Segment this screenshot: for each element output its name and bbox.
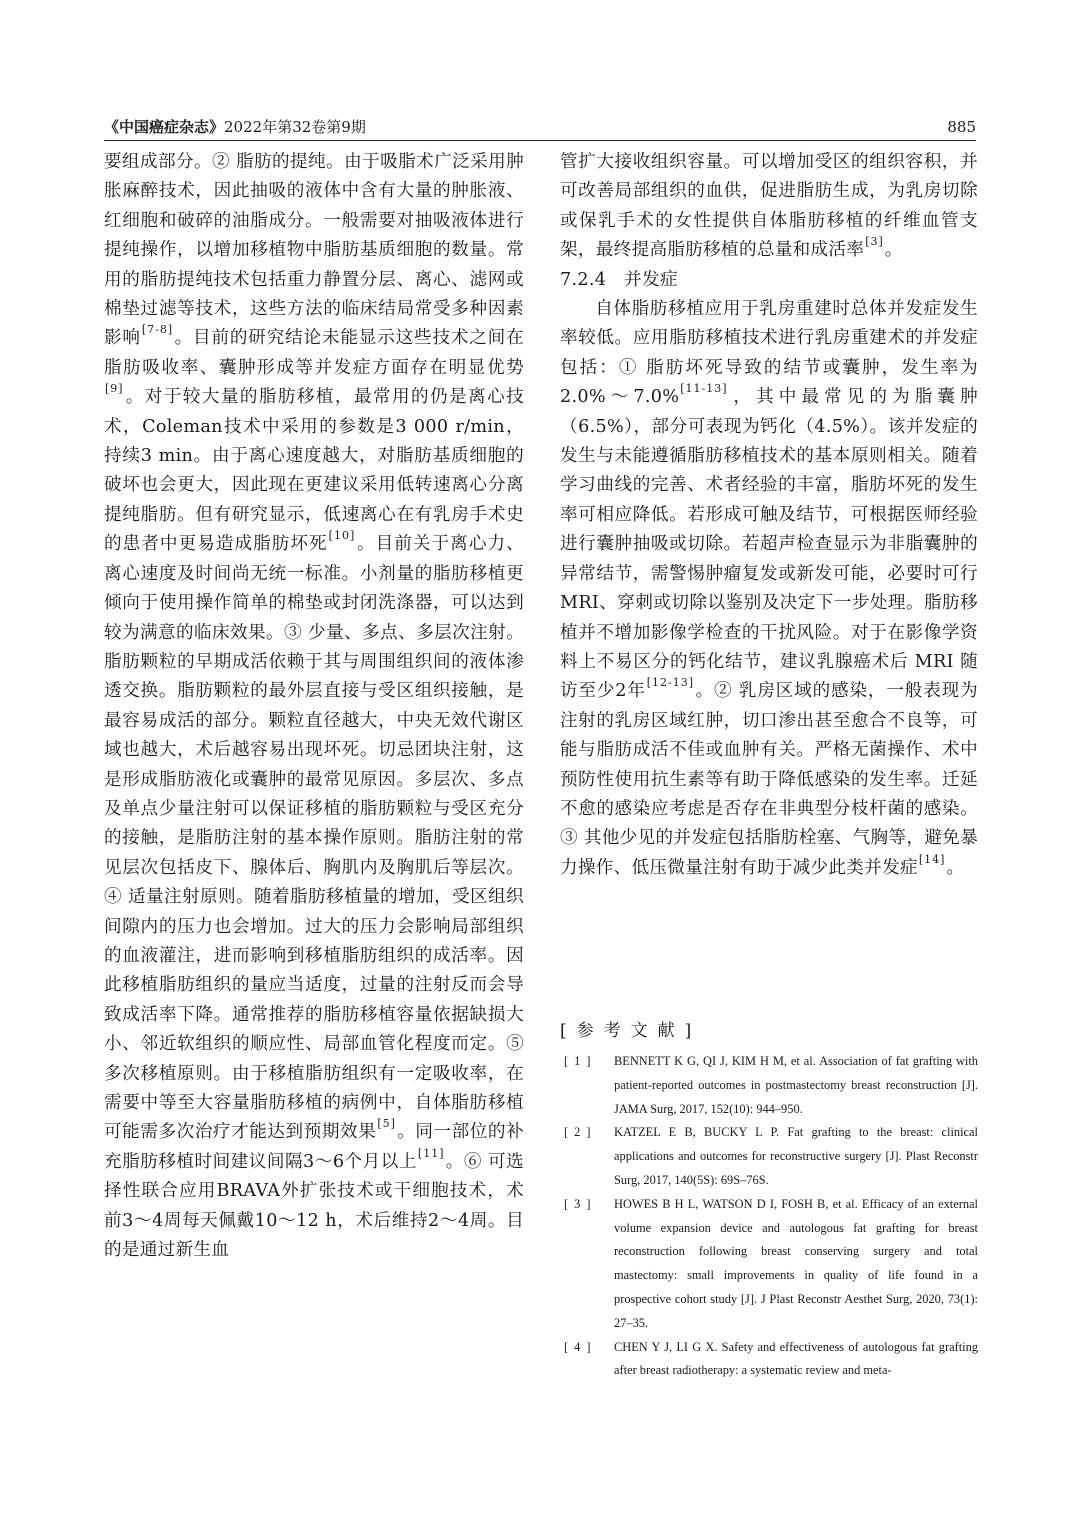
text-run: 要组成部分。② 脂肪的提纯。由于吸脂术广泛采用肿胀麻醉技术，因此抽吸的液体中含有大量的肿胀液、红细胞和破碎的油脂成分。一般需要对抽吸液体进行提纯操作，以增加移植物中脂肪基质细胞的数量。常用的脂肪提纯技术包括重力静置分层、离心、滤网或棉垫过滤等技术，这些方法的临床结局常受多种因素影响 bbox=[104, 152, 524, 349]
left-column bbox=[104, 148, 524, 1265]
text-run: 。 bbox=[946, 857, 965, 878]
text-run: 。对于较大量的脂肪移植，最常用的仍是离心技术，Coleman技术中采用的参数是3 000 r/min，持续3 min。由于离心速度越大，对脂肪基质细胞的破坏也会更大，因此现在更建议采用低转速离心分离提纯脂肪。但有研究显示，低速离心在有乳房手术史的患者中更易造成脂肪坏死 bbox=[104, 387, 524, 555]
reference-text: CHEN Y J, LI G X. Safety and effectiveness of autologous fat grafting after breast radiotherapy: a systematic review and meta- bbox=[614, 1339, 978, 1378]
citation: [7-8] bbox=[141, 323, 174, 337]
references-title: [参考文献] bbox=[560, 1021, 702, 1041]
journal-issue: 2022年第32卷第9期 bbox=[224, 118, 366, 136]
citation: [3] bbox=[865, 235, 884, 249]
citation: [5] bbox=[377, 1117, 396, 1131]
citation: [12-13] bbox=[646, 676, 695, 690]
text-run: 自体脂肪移植应用于乳房重建时总体并发症发生率较低。应用脂肪移植技术进行乳房重建术的并发症包括：① 脂肪坏死导致的结节或囊肿，发生率为2.0%～7.0% bbox=[560, 299, 978, 408]
page-number: 885 bbox=[947, 118, 976, 136]
reference-item bbox=[560, 1193, 978, 1336]
reference-item bbox=[560, 1121, 978, 1192]
header-rule bbox=[104, 140, 976, 141]
right-column bbox=[560, 148, 978, 883]
text-run: 管扩大接收组织容量。可以增加受区的组织容积，并可改善局部组织的血供，促进脂肪生成，为乳房切除或保乳手术的女性提供自体脂肪移植的纤维血管支架，最终提高脂肪移植的总量和成活率 bbox=[560, 152, 978, 261]
body-paragraph-continued bbox=[560, 148, 978, 266]
section-heading: 7.2.4 并发症 bbox=[560, 269, 678, 290]
reference-text: HOWES B H L, WATSON D I, FOSH B, et al. Efficacy of an external volume expansion device and autologous fat grafting for breast reconstruction following breast conserving surgery and total mastectomy: small improvements in quality of life found in a prospective cohort study [J]. J Plast Reconstr Aesthet Surg, 2020, 73(1): 27–35. bbox=[614, 1196, 978, 1330]
reference-number: [3] bbox=[564, 1196, 597, 1211]
reference-text: BENNETT K G, QI J, KIM H M, et al. Association of fat grafting with patient-reported outcomes in postmastectomy breast reconstruction [J]. JAMA Surg, 2017, 152(10): 944–950. bbox=[614, 1054, 978, 1116]
text-run: 。目前关于离心力、离心速度及时间尚无统一标准。小剂量的脂肪移植更倾向于使用操作简单的棉垫或封闭洗涤器，可以达到较为满意的临床效果。③ 少量、多点、多层次注射。脂肪颗粒的早期成活依赖于其与周围组织间的液体渗透交换。脂肪颗粒的最外层直接与受区组织接触，是最容易成活的部分。颗粒直径越大，中央无效代谢区域也越大，术后越容易出现坏死。切忌团块注射，这是形成脂肪液化或囊肿的最常见原因。多层次、多点及单点少量注射可以保证移植的脂肪颗粒与受区充分的接触，是脂肪注射的基本操作原则。脂肪注射的常见层次包括皮下、腺体后、胸肌内及胸肌后等层次。④ 适量注射原则。随着脂肪移植量的增加，受区组织间隙内的压力也会增加。过大的压力会影响局部组织的血液灌注，进而影响到移植脂肪组织的成活率。因此移植脂肪组织的量应当适度，过量的注射反而会导致成活率下降。通常推荐的脂肪移植容量依据缺损大小、邻近软组织的顺应性、局部血管化程度而定。⑤多次移植原则。由于移植脂肪组织有一定吸收率，在需要中等至大容量脂肪移植的病例中，自体脂肪移植可能需多次治疗才能达到预期效果 bbox=[104, 534, 524, 1143]
reference-item bbox=[560, 1336, 978, 1384]
citation: [14] bbox=[918, 852, 946, 866]
text-run: 。同一部位的补充脂肪移植时间建议间隔3～6个月以上 bbox=[104, 1122, 524, 1172]
text-run: 。目前的研究结论未能显示这些技术之间在脂肪吸收率、囊肿形成等并发症方面存在明显优势 bbox=[104, 328, 524, 378]
citation: [9] bbox=[105, 382, 124, 396]
citation: [10] bbox=[328, 529, 356, 543]
journal-name: 《中国癌症杂志》 bbox=[104, 118, 225, 136]
citation: [11-13] bbox=[680, 382, 728, 396]
journal-citation bbox=[104, 116, 366, 138]
reference-number: [2] bbox=[564, 1125, 597, 1140]
page-header bbox=[104, 116, 976, 138]
references-list bbox=[560, 1050, 978, 1383]
reference-number: [4] bbox=[564, 1339, 597, 1354]
text-run: 。 bbox=[884, 240, 903, 261]
body-paragraph bbox=[104, 148, 524, 1265]
reference-number: [1] bbox=[564, 1054, 597, 1068]
reference-item bbox=[560, 1050, 978, 1121]
citation: [11] bbox=[417, 1146, 445, 1160]
body-paragraph bbox=[560, 295, 978, 883]
text-run: 。② 乳房区域的感染，一般表现为注射的乳房区域红肿，切口渗出甚至愈合不良等，可能与脂肪成活不佳或血肿有关。严格无菌操作、术中预防性使用抗生素等有助于降低感染的发生率。迁延不愈的感染应考虑是否存在非典型分枝杆菌的感染。③ 其他少见的并发症包括脂肪栓塞、气胸等，避免暴力操作、低压微量注射有助于减少此类并发症 bbox=[560, 681, 978, 878]
text-run: 。⑥ 可选择性联合应用BRAVA外扩张技术或干细胞技术，术前3～4周每天佩戴10～12 h，术后维持2～4周。目的是通过新生血 bbox=[104, 1151, 524, 1261]
text-run: ，其中最常见的为脂囊肿（6.5%），部分可表现为钙化（4.5%）。该并发症的发生与未能遵循脂肪移植技术的基本原则相关。随着学习曲线的完善、术者经验的丰富，脂肪坏死的发生率可相应降低。若形成可触及结节，可根据医师经验进行囊肿抽吸或切除。若超声检查显示为非脂囊肿的异常结节，需警惕肿瘤复发或新发可能，必要时可行MRI、穿刺或切除以鉴别及决定下一步处理。脂肪移植并不增加影像学检查的干扰风险。对于在影像学资料上不易区分的钙化结节，建议乳腺癌术后 MRI 随访至少2年 bbox=[560, 387, 978, 702]
reference-text: KATZEL E B, BUCKY L P. Fat grafting to the breast: clinical applications and outcomes for reconstructive surgery [J]. Plast Reconstr Surg, 2017, 140(5S): 69S–76S. bbox=[614, 1125, 978, 1187]
